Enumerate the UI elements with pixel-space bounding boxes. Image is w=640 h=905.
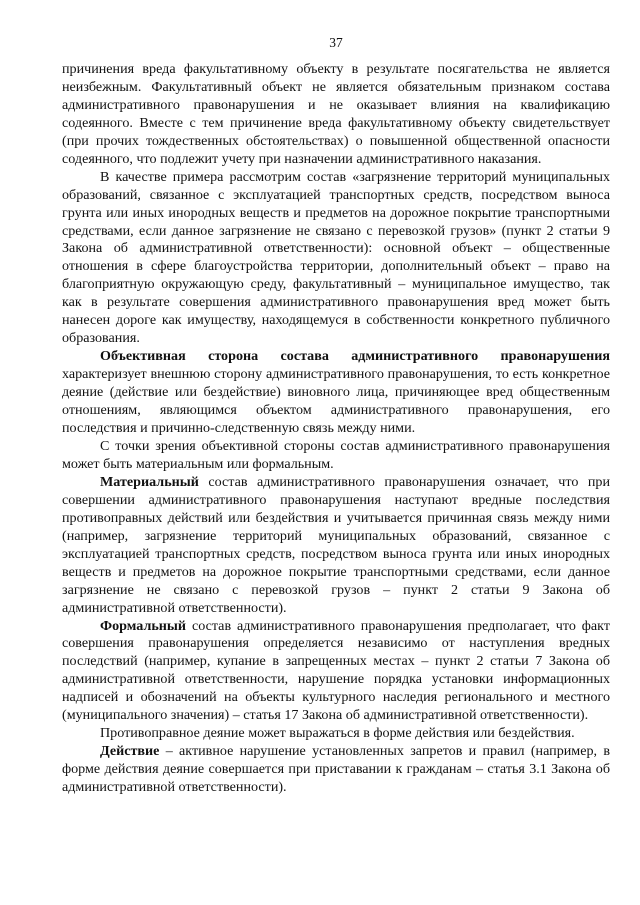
paragraph-7 [62, 725, 610, 743]
paragraph-text: С точки зрения объективной стороны состав административного правонарушения может быть материальным или формальным. [62, 437, 610, 472]
paragraph-8 [62, 743, 610, 797]
paragraph-lead-term: Объективная сторона состава административного правонарушения [100, 348, 610, 365]
paragraph-lead-term: Действие [100, 743, 160, 760]
paragraph-4 [62, 438, 610, 474]
paragraph-lead-term: Материальный [100, 473, 199, 490]
paragraph-text: состав административного правонарушения означает, что при совершении административного правонарушения наступают вредные последствия противоправных действий или бездействия и учитывается причинная связь между ними (например, загрязнение территорий муниципальных образований, связанное с эксплуатацией транспортных средств, посредством выноса грунта или иных инородных веществ и предметов на дорожное покрытие транспортными средствами, если данное загрязнение не связано с перевозкой грузов – пункт 2 статьи 9 Закона об административной ответственности). [62, 473, 610, 616]
paragraph-3 [62, 348, 610, 438]
paragraph-text: причинения вреда факультативному объекту в результате посягательства не является неизбежным. Факультативный объект не является обязательным признаком состава административного правонарушения и не оказывает влияния на квалификацию содеянного. Вместе с тем причинение вреда факультативному объекту свидетельствует (при прочих тождественных обстоятельствах) о повышенной общественной опасности содеянного, что подлежит учету при назначении административного наказания. [62, 60, 610, 167]
paragraph-text: В качестве примера рассмотрим состав «загрязнение территорий муниципальных образований, связанное с эксплуатацией транспортных средств, посредством выноса грунта или иных инородных веществ и предметов на дорожное покрытие транспортными средствами, если данное загрязнение не связано с перевозкой грузов» (пункт 2 статьи 9 Закона об административной ответственности): основной объект – общественные отношения в сфере благоустройства территории, дополнительный объект – право на благоприятную окружающую среду, факультативный – муниципальное имущество, так как в результате совершения административного правонарушения вред может быть нанесен дороге как имуществу, находящемуся в собственности конкретного публичного образования. [62, 168, 610, 347]
paragraph-text: Противоправное деяние может выражаться в форме действия или бездействия. [100, 725, 575, 742]
document-page [62, 34, 610, 797]
paragraph-lead-term: Формальный [100, 617, 187, 634]
paragraph-2 [62, 169, 610, 349]
paragraph-6 [62, 618, 610, 726]
page-number: 37 [329, 35, 343, 50]
paragraph-text: – активное нарушение установленных запретов и правил (например, в форме действия деяние совершается при приставании к гражданам – статья 3.1 Закона об административной ответственности). [62, 743, 610, 796]
paragraph-1 [62, 61, 610, 169]
paragraph-5 [62, 474, 610, 618]
paragraph-text: состав административного правонарушения предполагает, что факт совершения правонарушения определяется независимо от наступления вредных последствий (например, купание в запрещенных местах – пункт 2 статьи 7 Закона об административной ответственности, нарушение порядка установки информационных надписей и обозначений на объекты культурного наследия регионального и местного (муниципального значения) – статья 17 Закона об административной ответственности). [62, 617, 610, 724]
paragraph-text: характеризует внешнюю сторону административного правонарушения, то есть конкретное деяние (действие или бездействие) виновного лица, причиняющее вред общественным отношениям, являющимся объектом административного правонарушения, его последствия и причинно-следственную связь между ними. [62, 366, 610, 437]
